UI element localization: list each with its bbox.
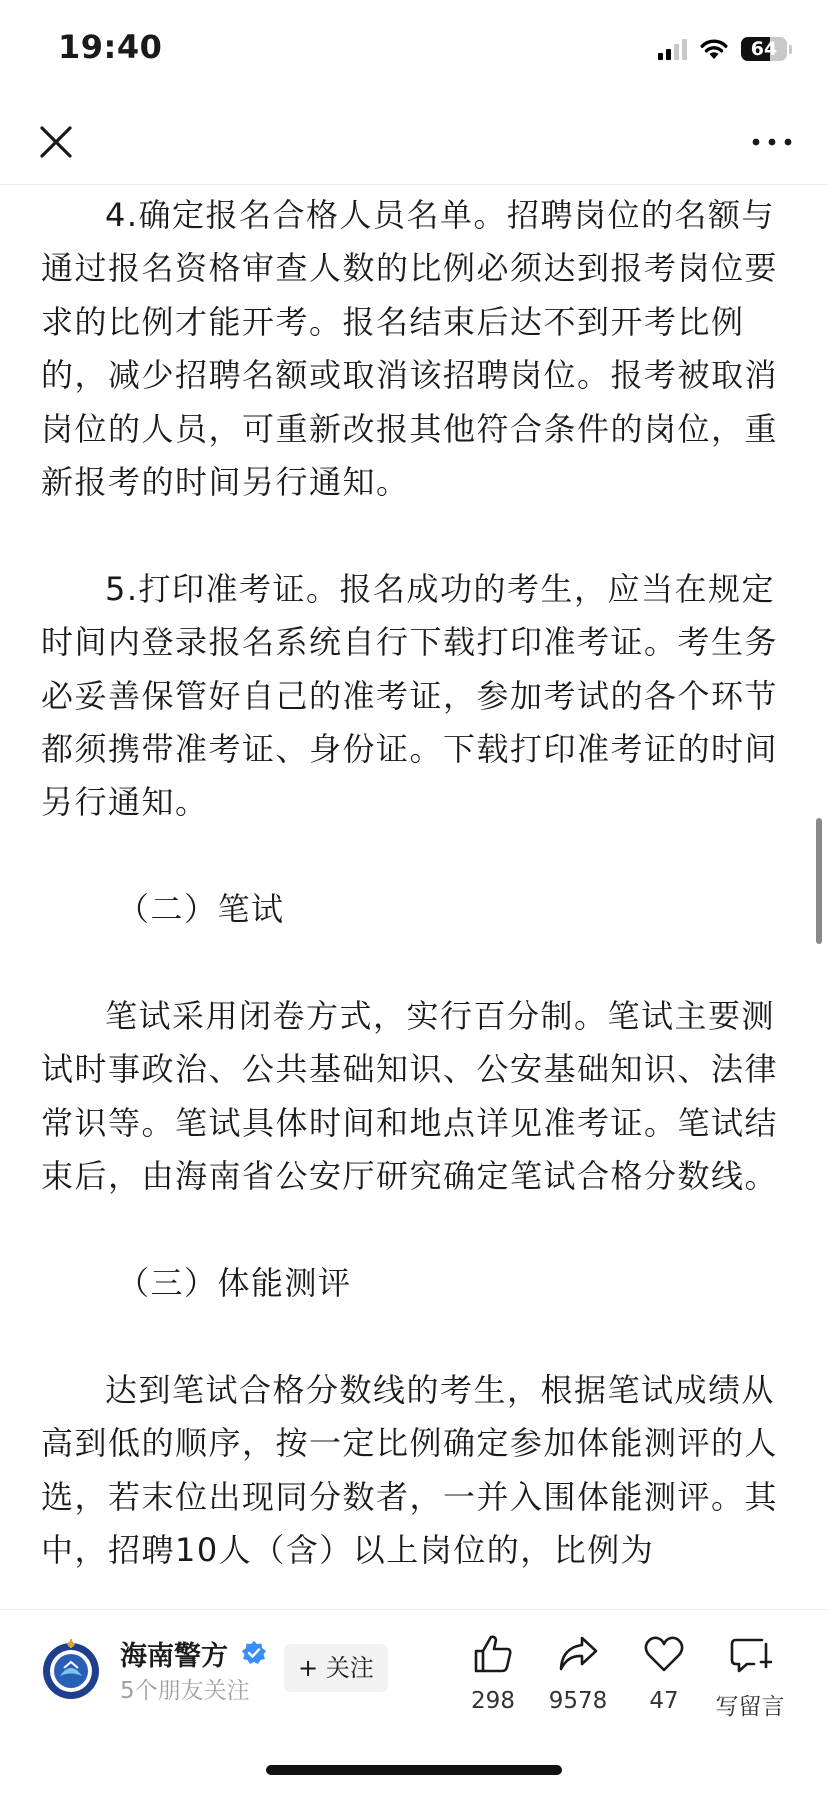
like-action[interactable] (448, 1632, 538, 1714)
more-horizontal-icon[interactable] (750, 124, 794, 160)
share-action[interactable] (533, 1632, 623, 1714)
friends-following-text: 5个朋友关注 (120, 1678, 250, 1704)
paragraph-fitness-test: 达到笔试合格分数线的考生，根据笔试成绩从高到低的顺序，按一定比例确定参加体能测评的人选，若末位出现同分数者，一并入围体能测评。其中，招聘10人（含）以上岗位的，比例为 (41, 1370, 779, 1570)
paragraph-written-exam: 笔试采用闭卷方式，实行百分制。笔试主要测试时事政治、公共基础知识、公安基础知识、法律常识等。笔试具体时间和地点详见准考证。笔试结束后，由海南省公安厅研究确定笔试合格分数线。 (41, 997, 779, 1196)
section-heading-written-exam: （二）笔试 (117, 890, 285, 929)
close-icon[interactable] (36, 122, 76, 162)
follow-button[interactable]: + 关注 (284, 1644, 388, 1692)
scrollbar-thumb[interactable] (816, 818, 822, 944)
favorite-action[interactable] (619, 1632, 709, 1714)
paragraph-registration-list: 4.确定报名合格人员名单。招聘岗位的名额与通过报名资格审查人数的比例必须达到报考岗位要求的比例才能开考。报名结束后达不到开考比例的，减少招聘名额或取消该招聘岗位。报考被取消岗位的人员，可重新改报其他符合条件的岗位，重新报考的时间另行通知。 (41, 196, 779, 502)
share-count: 9578 (548, 1688, 608, 1714)
wifi-icon (699, 37, 729, 61)
home-indicator (266, 1765, 562, 1775)
status-bar (0, 0, 828, 100)
share-icon (556, 1632, 600, 1676)
cellular-signal-icon (658, 38, 687, 60)
author-name[interactable]: 海南警方 (120, 1641, 228, 1672)
thumbs-up-icon (471, 1632, 515, 1676)
heart-icon (642, 1632, 686, 1676)
favorite-count: 47 (649, 1688, 679, 1714)
like-count: 298 (471, 1688, 515, 1714)
article-body (41, 189, 787, 1577)
section-heading-fitness-test: （三）体能测评 (117, 1264, 352, 1303)
nav-bar (0, 100, 828, 185)
comment-label: 写留言 (715, 1694, 785, 1720)
avatar[interactable] (40, 1638, 102, 1700)
paragraph-print-admission: 5.打印准考证。报名成功的考生，应当在规定时间内登录报名系统自行下载打印准考证。考生务必妥善保管好自己的准考证，参加考试的各个环节都须携带准考证、身份证。下载打印准考证的时间另行通知。 (41, 569, 779, 822)
status-indicators (658, 34, 792, 64)
status-time: 19:40 (58, 28, 163, 66)
battery-icon (741, 37, 787, 61)
battery-percent: 64 (750, 38, 778, 60)
comment-add-icon (728, 1632, 772, 1676)
verified-badge-icon (241, 1640, 267, 1666)
comment-action[interactable] (705, 1632, 795, 1721)
